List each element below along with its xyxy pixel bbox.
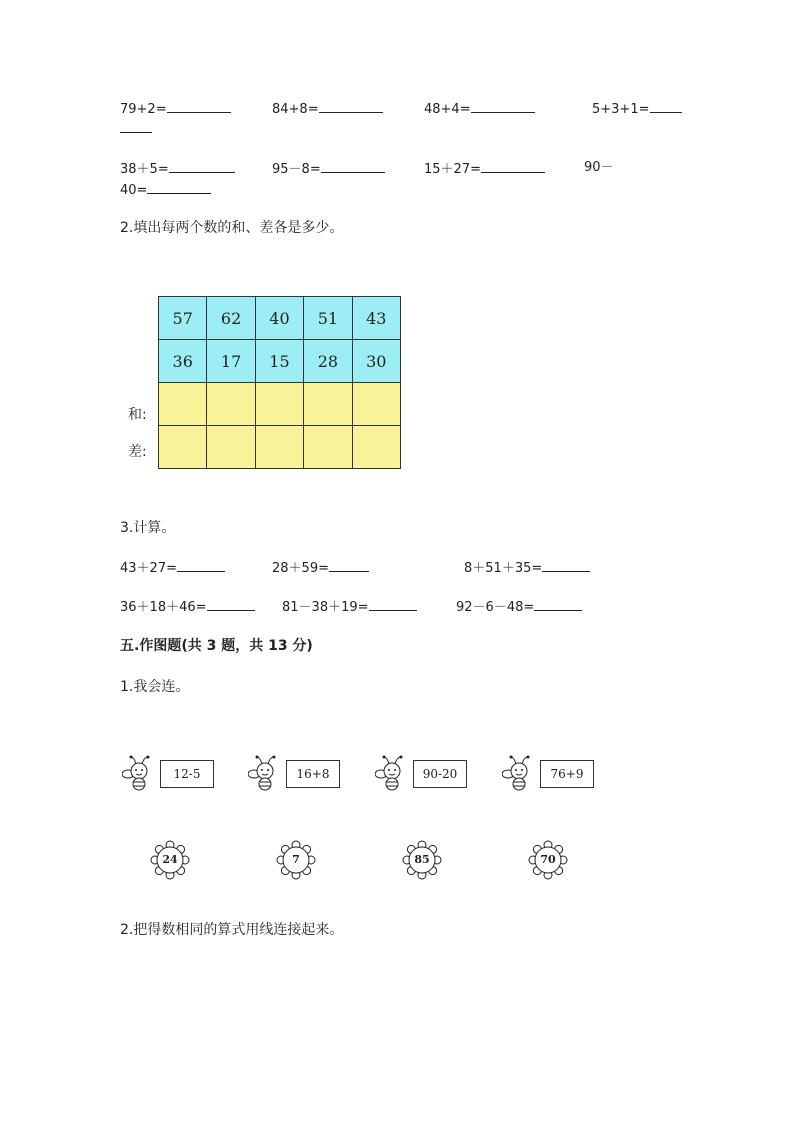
answer-blank[interactable] (319, 100, 383, 113)
answer-blank[interactable] (650, 100, 682, 113)
flower-target[interactable] (276, 840, 316, 880)
bee-expression-box[interactable]: 76+9 (540, 760, 594, 788)
expression: 40= (120, 183, 148, 198)
bee-icon (375, 754, 415, 794)
problem-2-4-wrap (120, 181, 211, 199)
problem-3-2 (272, 559, 369, 577)
expression: 95－8= (272, 162, 321, 177)
difference-answer-cell[interactable] (207, 426, 255, 469)
sum-answer-cell[interactable] (207, 383, 255, 426)
expression: 84+8= (272, 102, 319, 117)
answer-blank[interactable] (471, 100, 535, 113)
answer-blank[interactable] (329, 559, 369, 572)
bee-icon (248, 754, 288, 794)
table-row-top (159, 297, 401, 340)
answer-blank[interactable] (542, 559, 590, 572)
bee-expression-box[interactable]: 90-20 (413, 760, 467, 788)
expression: 5+3+1= (592, 102, 650, 117)
expression: 15＋27= (424, 162, 481, 177)
sum-answer-cell[interactable] (159, 383, 207, 426)
problem-2-2 (272, 160, 385, 178)
table-cell: 15 (255, 340, 303, 383)
answer-blank[interactable] (369, 598, 417, 611)
answer-blank[interactable] (169, 160, 235, 173)
table-cell: 36 (159, 340, 207, 383)
sum-answer-cell[interactable] (304, 383, 352, 426)
problem-1-4 (592, 100, 682, 118)
expression: 81－38＋19= (282, 600, 369, 615)
difference-answer-cell[interactable] (352, 426, 400, 469)
expression: 79+2= (120, 102, 167, 117)
answer-blank[interactable] (534, 598, 582, 611)
problem-2-4 (584, 160, 614, 176)
problem-3-5 (282, 598, 417, 616)
difference-answer-cell[interactable] (304, 426, 352, 469)
flower-number: 24 (162, 853, 178, 866)
problem-3-6 (456, 598, 582, 616)
flower-target[interactable] (150, 840, 190, 880)
bee-icon (502, 754, 542, 794)
problem-3-1 (120, 559, 225, 577)
problem-3-4 (120, 598, 255, 616)
expression: 38＋5= (120, 162, 169, 177)
flower-number: 85 (414, 853, 430, 866)
table-row-difference (159, 426, 401, 469)
problem-2-3 (424, 160, 545, 178)
expression: 90－ (584, 160, 614, 175)
answer-blank[interactable] (147, 181, 211, 194)
expression: 36＋18＋46= (120, 600, 207, 615)
answer-blank-wrap[interactable] (120, 132, 152, 133)
table-cell: 30 (352, 340, 400, 383)
bee-icon (122, 754, 162, 794)
flower-target[interactable] (528, 840, 568, 880)
table-cell: 40 (255, 297, 303, 340)
flower-number: 7 (292, 853, 300, 866)
question-2-title: 2.填出每两个数的和、差各是多少。 (120, 220, 344, 236)
section-5-question-1-title: 1.我会连。 (120, 679, 190, 695)
flower-target[interactable] (402, 840, 442, 880)
answer-blank[interactable] (321, 160, 385, 173)
difference-answer-cell[interactable] (255, 426, 303, 469)
expression: 92－6－48= (456, 600, 535, 615)
sum-row-label: 和: (128, 407, 147, 423)
table-row-second (159, 340, 401, 383)
table-cell: 17 (207, 340, 255, 383)
bee-expression-box[interactable]: 16+8 (286, 760, 340, 788)
question-3-title: 3.计算。 (120, 520, 176, 536)
answer-blank[interactable] (481, 160, 545, 173)
table-cell: 57 (159, 297, 207, 340)
expression: 48+4= (424, 102, 471, 117)
sum-difference-table (158, 296, 401, 469)
problem-1-3 (424, 100, 535, 118)
problem-1-2 (272, 100, 383, 118)
problem-3-3 (464, 559, 590, 577)
sum-answer-cell[interactable] (352, 383, 400, 426)
table-cell: 28 (304, 340, 352, 383)
table-cell: 43 (352, 297, 400, 340)
table-row-sum (159, 383, 401, 426)
table-cell: 62 (207, 297, 255, 340)
difference-row-label: 差: (128, 444, 147, 460)
flower-number: 70 (540, 853, 556, 866)
answer-blank[interactable] (177, 559, 225, 572)
bee-expression-box[interactable]: 12-5 (160, 760, 214, 788)
sum-answer-cell[interactable] (255, 383, 303, 426)
section-5-question-2-title: 2.把得数相同的算式用线连接起来。 (120, 922, 344, 938)
expression: 28＋59= (272, 561, 329, 576)
section-5-title: 五.作图题(共 3 题，共 13 分) (120, 638, 313, 654)
problem-2-1 (120, 160, 235, 178)
difference-answer-cell[interactable] (159, 426, 207, 469)
expression: 43＋27= (120, 561, 177, 576)
table-cell: 51 (304, 297, 352, 340)
answer-blank[interactable] (167, 100, 231, 113)
answer-blank[interactable] (207, 598, 255, 611)
expression: 8＋51＋35= (464, 561, 543, 576)
problem-1-1 (120, 100, 231, 118)
